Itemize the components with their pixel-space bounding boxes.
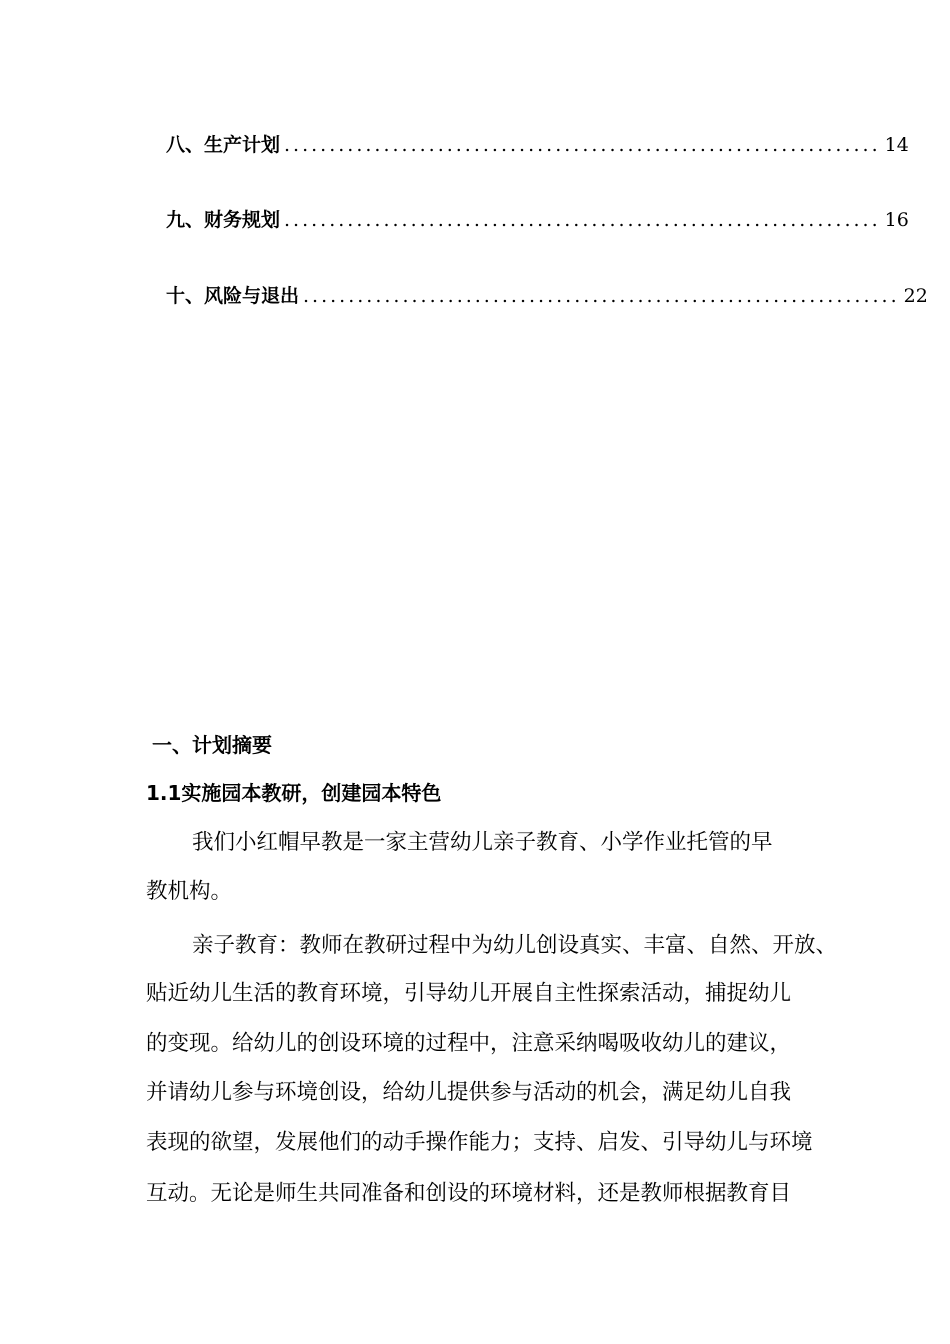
body-line: 的变现。给幼儿的创设环境的过程中，注意采纳喝吸收幼儿的建议， — [146, 1031, 792, 1056]
toc-entry[interactable] — [166, 281, 928, 308]
subsection-heading: 1.1实施园本教研，创建园本特色 — [146, 781, 442, 805]
body-line: 并请幼儿参与环境创设，给幼儿提供参与活动的机会，满足幼儿自我 — [146, 1080, 792, 1105]
toc-entry[interactable] — [166, 205, 909, 232]
body-line: 亲子教育：教师在教研过程中为幼儿创设真实、丰富、自然、开放、 — [192, 933, 838, 958]
body-line: 我们小红帽早教是一家主营幼儿亲子教育、小学作业托管的早 — [192, 830, 773, 855]
toc-leader-dots: .................................................................. — [284, 209, 881, 231]
toc-page: 16 — [884, 209, 909, 231]
toc-page: 22 — [903, 285, 928, 307]
toc-title: 八、生产计划 — [166, 134, 281, 156]
body-line: 贴近幼儿生活的教育环境，引导幼儿开展自主性探索活动，捕捉幼儿 — [146, 981, 792, 1006]
body-line: 表现的欲望，发展他们的动手操作能力；支持、启发、引导幼儿与环境 — [146, 1130, 813, 1155]
toc-leader-dots: .................................................................. — [303, 285, 900, 307]
toc-page: 14 — [884, 134, 909, 156]
toc-title: 九、财务规划 — [166, 209, 281, 231]
body-line: 教机构。 — [146, 879, 233, 904]
toc-title: 十、风险与退出 — [166, 285, 300, 307]
section-heading: 一、计划摘要 — [152, 733, 272, 757]
toc-entry[interactable] — [166, 130, 909, 157]
toc-leader-dots: .................................................................. — [284, 134, 881, 156]
body-line: 互动。无论是师生共同准备和创设的环境材料，还是教师根据教育目 — [146, 1181, 792, 1206]
